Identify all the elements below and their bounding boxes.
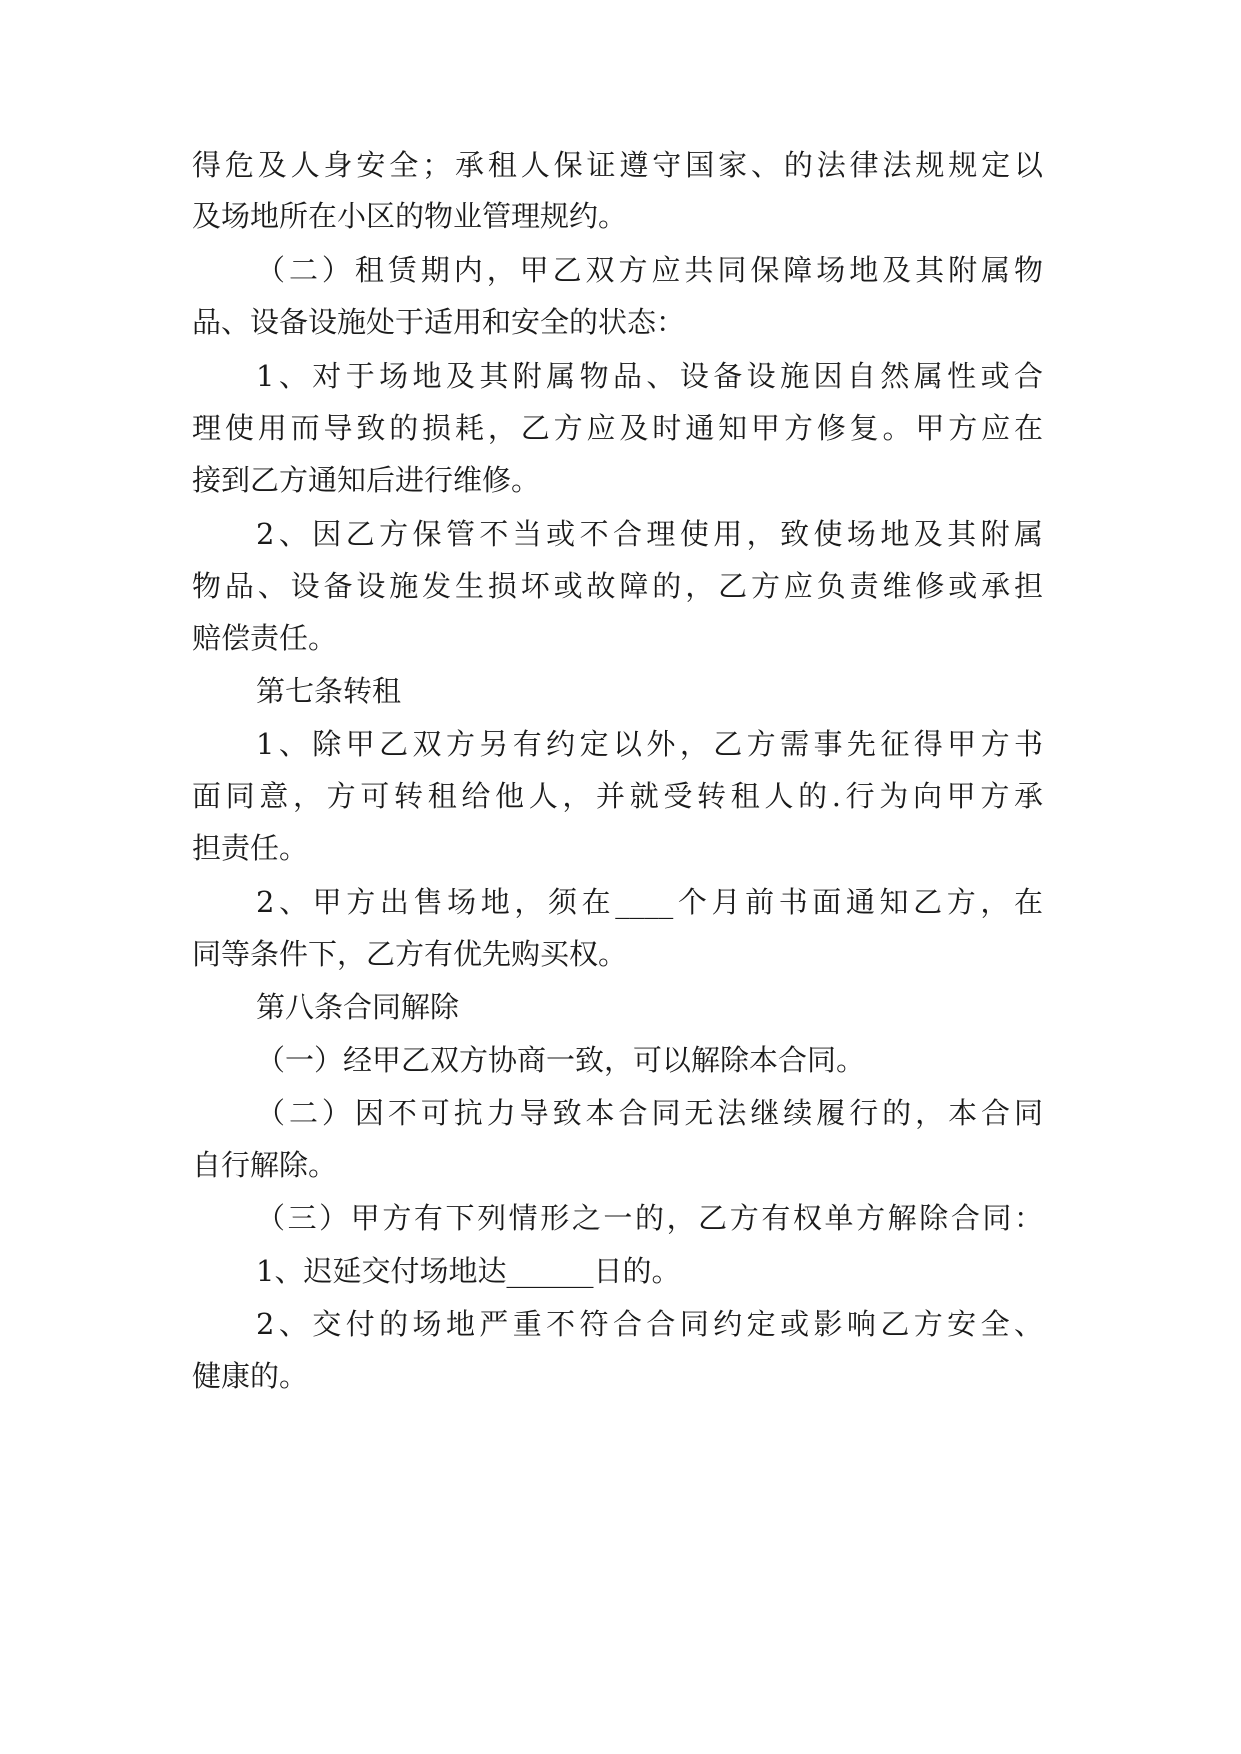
text-line: 面同意，方可转租给他人，并就受转租人的.行为向甲方承 [192, 779, 1043, 813]
text-line: 自行解除。 [192, 1148, 338, 1182]
text-line: 担责任。 [192, 831, 309, 865]
text-line: 健康的。 [192, 1359, 309, 1393]
text-line: 得危及人身安全；承租人保证遵守国家、的法律法规规定以 [192, 148, 1043, 182]
section-heading: 第八条合同解除 [256, 990, 460, 1024]
text-line: （三）甲方有下列情形之一的，乙方有权单方解除合同： [256, 1201, 1043, 1235]
text-line: 赔偿责任。 [192, 621, 338, 655]
section-heading: 第七条转租 [256, 674, 402, 708]
text-line: 理使用而导致的损耗，乙方应及时通知甲方修复。甲方应在 [192, 411, 1043, 445]
text-line: 1、迟延交付场地达______日的。 [256, 1254, 681, 1288]
text-line: 及场地所在小区的物业管理规约。 [192, 199, 628, 233]
text-line: 同等条件下，乙方有优先购买权。 [192, 937, 628, 971]
text-line: 物品、设备设施发生损坏或故障的，乙方应负责维修或承担 [192, 569, 1043, 603]
text-line: 接到乙方通知后进行维修。 [192, 463, 541, 497]
text-line: （二）租赁期内，甲乙双方应共同保障场地及其附属物 [256, 253, 1043, 287]
text-line: 2、交付的场地严重不符合合同约定或影响乙方安全、 [256, 1307, 1043, 1341]
text-line: 品、设备设施处于适用和安全的状态： [192, 305, 686, 339]
text-line: 2、因乙方保管不当或不合理使用，致使场地及其附属 [256, 517, 1043, 551]
text-line: 2、甲方出售场地，须在____个月前书面通知乙方，在 [256, 885, 1043, 919]
text-line: 1、对于场地及其附属物品、设备设施因自然属性或合 [256, 359, 1043, 393]
text-line: 1、除甲乙双方另有约定以外，乙方需事先征得甲方书 [256, 727, 1043, 761]
text-line: （二）因不可抗力导致本合同无法继续履行的，本合同 [256, 1096, 1043, 1130]
text-line: （一）经甲乙双方协商一致，可以解除本合同。 [256, 1043, 866, 1077]
